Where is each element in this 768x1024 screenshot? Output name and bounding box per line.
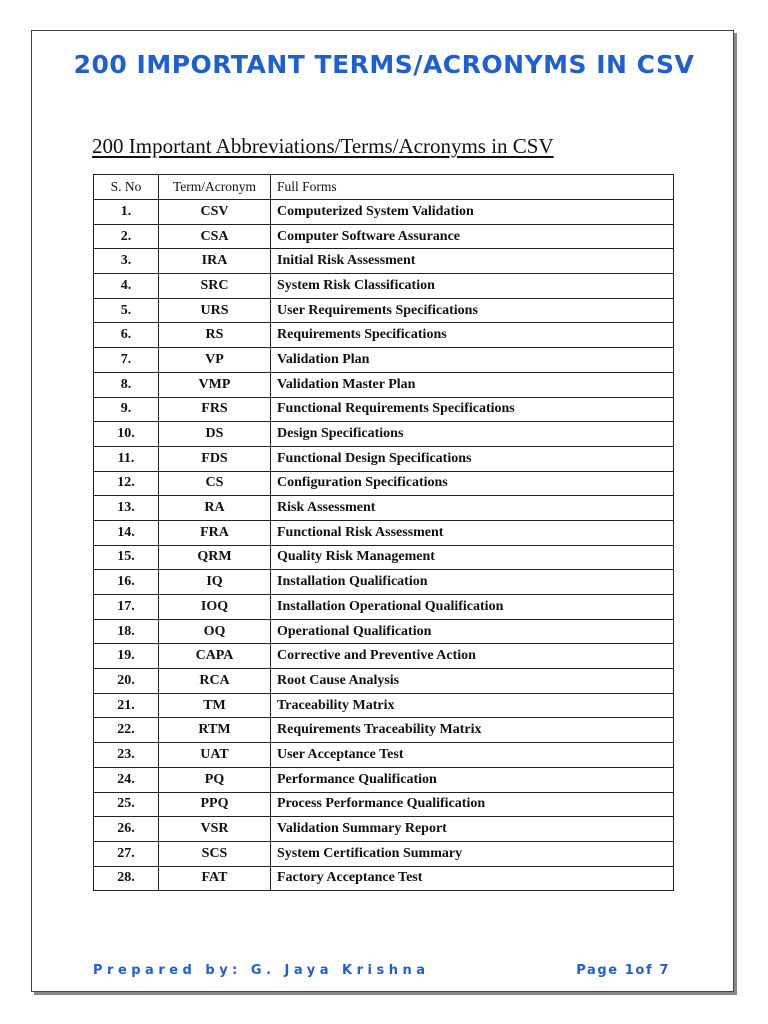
table-row [94, 693, 674, 718]
serial-number-cell: 10. [94, 422, 159, 447]
table-row [94, 767, 674, 792]
full-form-cell: Traceability Matrix [271, 693, 674, 718]
header-serial-number: S. No [94, 175, 159, 200]
serial-number-cell: 4. [94, 274, 159, 299]
serial-number-cell: 9. [94, 397, 159, 422]
table-row [94, 249, 674, 274]
term-cell: OQ [159, 619, 271, 644]
full-form-cell: Configuration Specifications [271, 471, 674, 496]
full-form-cell: Installation Qualification [271, 570, 674, 595]
term-cell: FRS [159, 397, 271, 422]
table-row [94, 274, 674, 299]
full-form-cell: Functional Requirements Specifications [271, 397, 674, 422]
table-row [94, 298, 674, 323]
serial-number-cell: 21. [94, 693, 159, 718]
full-form-cell: User Acceptance Test [271, 743, 674, 768]
term-cell: URS [159, 298, 271, 323]
full-form-cell: Requirements Specifications [271, 323, 674, 348]
table-row [94, 372, 674, 397]
terms-table-body [94, 200, 674, 891]
footer-page-number: Page 1of 7 [576, 963, 670, 978]
serial-number-cell: 25. [94, 792, 159, 817]
table-row [94, 866, 674, 891]
full-form-cell: Corrective and Preventive Action [271, 644, 674, 669]
footer-prepared-by: Prepared by: G. Jaya Krishna [93, 963, 430, 978]
full-form-cell: Factory Acceptance Test [271, 866, 674, 891]
table-row [94, 595, 674, 620]
serial-number-cell: 15. [94, 545, 159, 570]
document-title: 200 IMPORTANT TERMS/ACRONYMS IN CSV [73, 50, 695, 79]
term-cell: UAT [159, 743, 271, 768]
serial-number-cell: 7. [94, 348, 159, 373]
term-cell: VMP [159, 372, 271, 397]
table-row [94, 545, 674, 570]
table-row [94, 743, 674, 768]
header-full-forms: Full Forms [271, 175, 674, 200]
serial-number-cell: 13. [94, 496, 159, 521]
table-row [94, 619, 674, 644]
full-form-cell: User Requirements Specifications [271, 298, 674, 323]
serial-number-cell: 24. [94, 767, 159, 792]
full-form-cell: Requirements Traceability Matrix [271, 718, 674, 743]
term-cell: SCS [159, 841, 271, 866]
term-cell: IQ [159, 570, 271, 595]
serial-number-cell: 14. [94, 520, 159, 545]
full-form-cell: Performance Qualification [271, 767, 674, 792]
table-row [94, 323, 674, 348]
full-form-cell: System Risk Classification [271, 274, 674, 299]
full-form-cell: Initial Risk Assessment [271, 249, 674, 274]
term-cell: QRM [159, 545, 271, 570]
table-row [94, 446, 674, 471]
term-cell: TM [159, 693, 271, 718]
serial-number-cell: 22. [94, 718, 159, 743]
term-cell: IRA [159, 249, 271, 274]
term-cell: PQ [159, 767, 271, 792]
table-row [94, 644, 674, 669]
term-cell: FDS [159, 446, 271, 471]
full-form-cell: Quality Risk Management [271, 545, 674, 570]
serial-number-cell: 19. [94, 644, 159, 669]
table-row [94, 397, 674, 422]
term-cell: RA [159, 496, 271, 521]
term-cell: PPQ [159, 792, 271, 817]
term-cell: CSV [159, 200, 271, 225]
serial-number-cell: 27. [94, 841, 159, 866]
table-row [94, 792, 674, 817]
serial-number-cell: 16. [94, 570, 159, 595]
full-form-cell: Design Specifications [271, 422, 674, 447]
header-term-acronym: Term/Acronym [159, 175, 271, 200]
serial-number-cell: 11. [94, 446, 159, 471]
table-row [94, 718, 674, 743]
term-cell: IOQ [159, 595, 271, 620]
table-row [94, 520, 674, 545]
full-form-cell: System Certification Summary [271, 841, 674, 866]
serial-number-cell: 23. [94, 743, 159, 768]
full-form-cell: Functional Risk Assessment [271, 520, 674, 545]
table-header-row [94, 175, 674, 200]
serial-number-cell: 1. [94, 200, 159, 225]
term-cell: CAPA [159, 644, 271, 669]
full-form-cell: Risk Assessment [271, 496, 674, 521]
full-form-cell: Operational Qualification [271, 619, 674, 644]
full-form-cell: Validation Summary Report [271, 817, 674, 842]
table-row [94, 570, 674, 595]
full-form-cell: Validation Plan [271, 348, 674, 373]
table-row [94, 224, 674, 249]
table-row [94, 422, 674, 447]
serial-number-cell: 6. [94, 323, 159, 348]
term-cell: DS [159, 422, 271, 447]
full-form-cell: Installation Operational Qualification [271, 595, 674, 620]
term-cell: FRA [159, 520, 271, 545]
serial-number-cell: 5. [94, 298, 159, 323]
serial-number-cell: 26. [94, 817, 159, 842]
term-cell: CSA [159, 224, 271, 249]
term-cell: RCA [159, 669, 271, 694]
term-cell: VP [159, 348, 271, 373]
serial-number-cell: 28. [94, 866, 159, 891]
term-cell: VSR [159, 817, 271, 842]
serial-number-cell: 20. [94, 669, 159, 694]
terms-table [93, 174, 674, 891]
document-subtitle: 200 Important Abbreviations/Terms/Acronyms in CSV [92, 134, 554, 158]
term-cell: CS [159, 471, 271, 496]
full-form-cell: Computer Software Assurance [271, 224, 674, 249]
serial-number-cell: 17. [94, 595, 159, 620]
term-cell: RTM [159, 718, 271, 743]
full-form-cell: Computerized System Validation [271, 200, 674, 225]
table-row [94, 200, 674, 225]
serial-number-cell: 12. [94, 471, 159, 496]
full-form-cell: Validation Master Plan [271, 372, 674, 397]
term-cell: SRC [159, 274, 271, 299]
table-row [94, 669, 674, 694]
full-form-cell: Functional Design Specifications [271, 446, 674, 471]
serial-number-cell: 3. [94, 249, 159, 274]
term-cell: RS [159, 323, 271, 348]
serial-number-cell: 2. [94, 224, 159, 249]
full-form-cell: Process Performance Qualification [271, 792, 674, 817]
table-row [94, 841, 674, 866]
table-row [94, 471, 674, 496]
serial-number-cell: 8. [94, 372, 159, 397]
table-row [94, 817, 674, 842]
table-row [94, 348, 674, 373]
table-row [94, 496, 674, 521]
serial-number-cell: 18. [94, 619, 159, 644]
full-form-cell: Root Cause Analysis [271, 669, 674, 694]
term-cell: FAT [159, 866, 271, 891]
